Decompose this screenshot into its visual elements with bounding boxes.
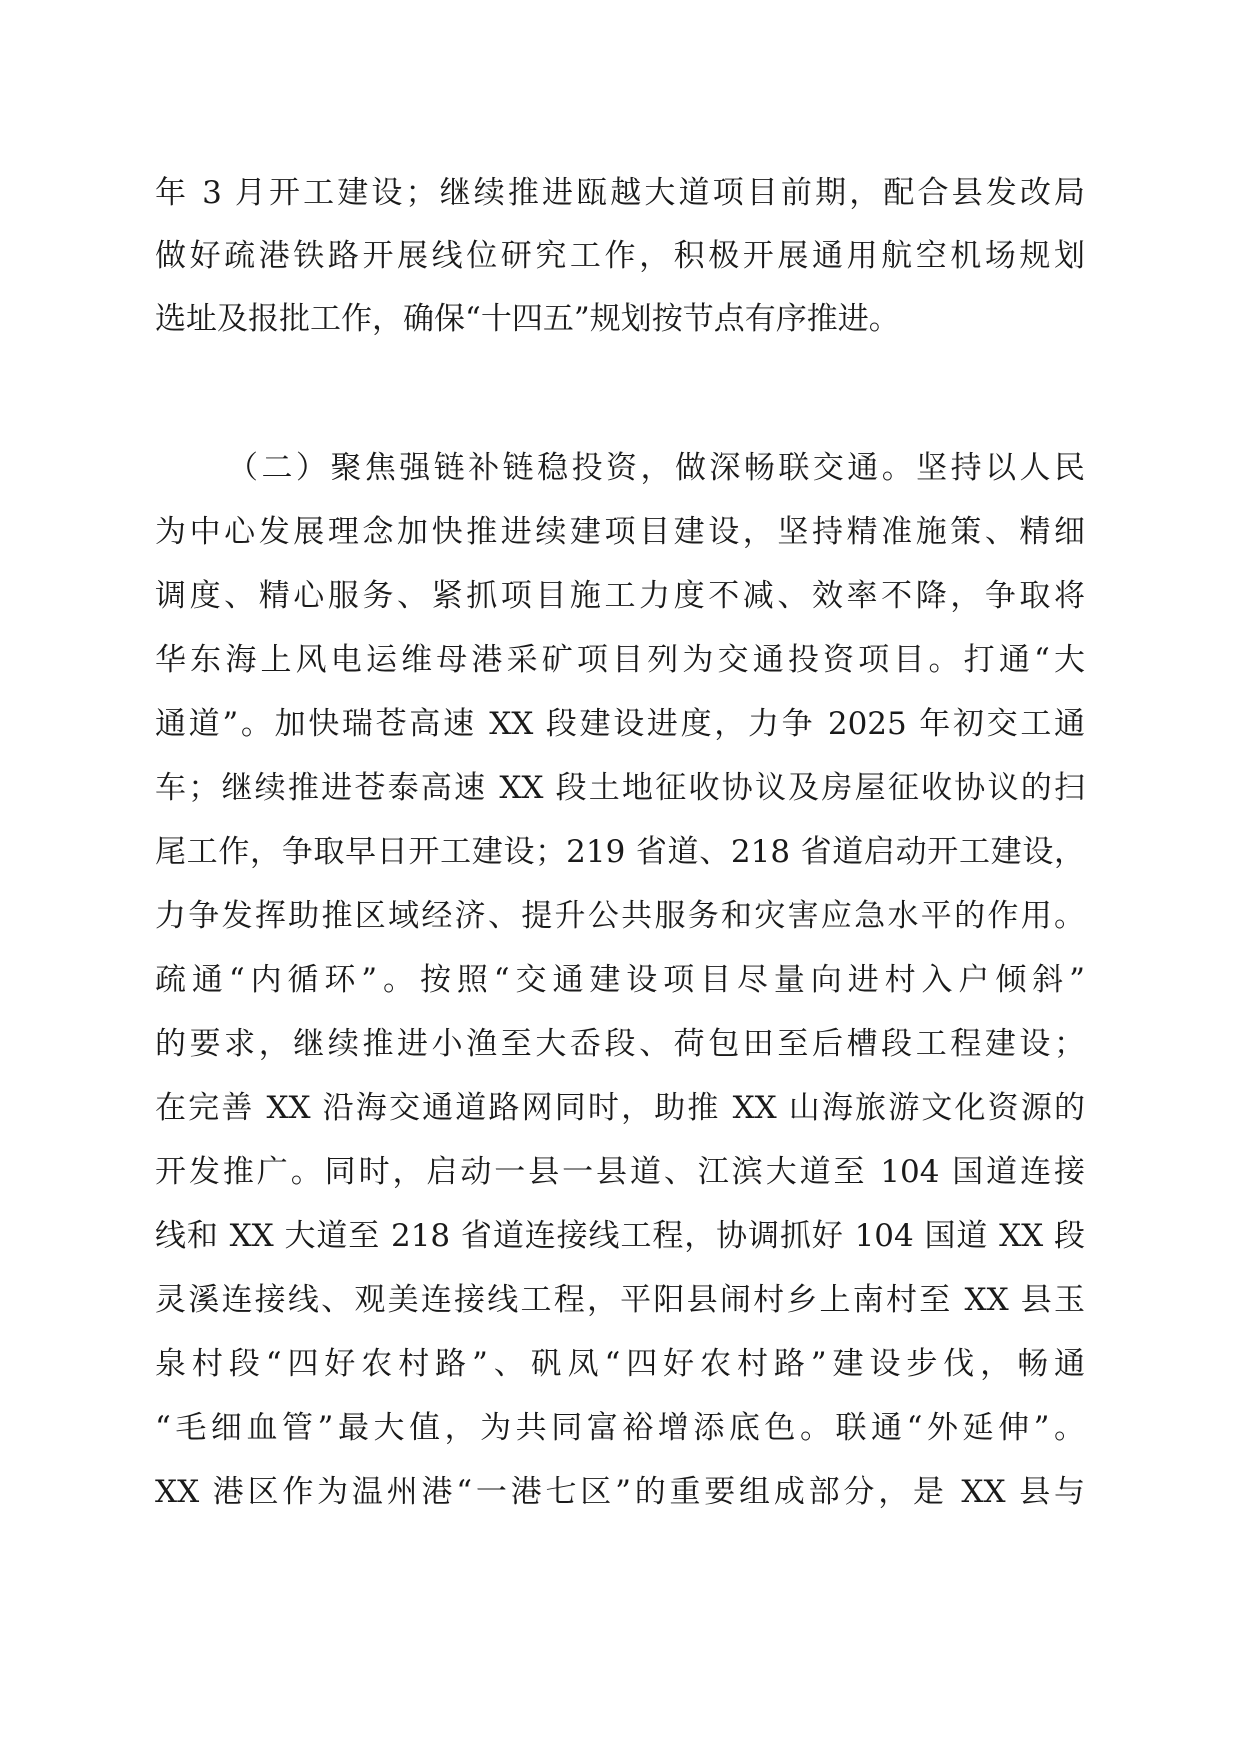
paragraph-line: 华东海上风电运维母港采矿项目列为交通投资项目。打通“大 xyxy=(155,642,1085,678)
paragraph-line: 车；继续推进苍泰高速 XX 段土地征收协议及房屋征收协议的扫 xyxy=(155,770,1085,806)
paragraph-line: 线和 XX 大道至 218 省道连接线工程，协调抓好 104 国道 XX 段 xyxy=(155,1218,1085,1254)
paragraph-section-two xyxy=(155,448,1085,1548)
paragraph-line: “毛细血管”最大值，为共同富裕增添底色。联通“外延伸”。 xyxy=(155,1410,1085,1446)
paragraph-line: 灵溪连接线、观美连接线工程，平阳县闹村乡上南村至 XX 县玉 xyxy=(155,1282,1085,1318)
paragraph-project-planning xyxy=(155,173,1085,353)
paragraph-line: 的要求，继续推进小渔至大岙段、荷包田至后槽段工程建设； xyxy=(155,1026,1085,1062)
paragraph-line: 为中心发展理念加快推进续建项目建设，坚持精准施策、精细 xyxy=(155,514,1085,550)
paragraph-line: 尾工作，争取早日开工建设；219 省道、218 省道启动开工建设， xyxy=(155,834,1085,870)
section-heading-line: （二）聚焦强链补链稳投资，做深畅联交通。坚持以人民 xyxy=(227,450,1085,486)
paragraph-line: XX 港区作为温州港“一港七区”的重要组成部分，是 XX 县与 xyxy=(155,1474,1085,1510)
paragraph-line: 在完善 XX 沿海交通道路网同时，助推 XX 山海旅游文化资源的 xyxy=(155,1090,1085,1126)
paragraph-line: 调度、精心服务、紧抓项目施工力度不减、效率不降，争取将 xyxy=(155,578,1085,614)
paragraph-line: 泉村段“四好农村路”、矾凤“四好农村路”建设步伐，畅通 xyxy=(155,1346,1085,1382)
paragraph-line: 年 3 月开工建设；继续推进瓯越大道项目前期，配合县发改局 xyxy=(155,175,1085,211)
paragraph-line: 做好疏港铁路开展线位研究工作，积极开展通用航空机场规划 xyxy=(155,238,1085,274)
paragraph-line: 选址及报批工作，确保“十四五”规划按节点有序推进。 xyxy=(155,301,900,337)
paragraph-line: 疏通“内循环”。按照“交通建设项目尽量向进村入户倾斜” xyxy=(155,962,1085,998)
paragraph-line: 通道”。加快瑞苍高速 XX 段建设进度，力争 2025 年初交工通 xyxy=(155,706,1085,742)
paragraph-line: 力争发挥助推区域经济、提升公共服务和灾害应急水平的作用。 xyxy=(155,898,1085,934)
paragraph-line: 开发推广。同时，启动一县一县道、江滨大道至 104 国道连接 xyxy=(155,1154,1085,1190)
